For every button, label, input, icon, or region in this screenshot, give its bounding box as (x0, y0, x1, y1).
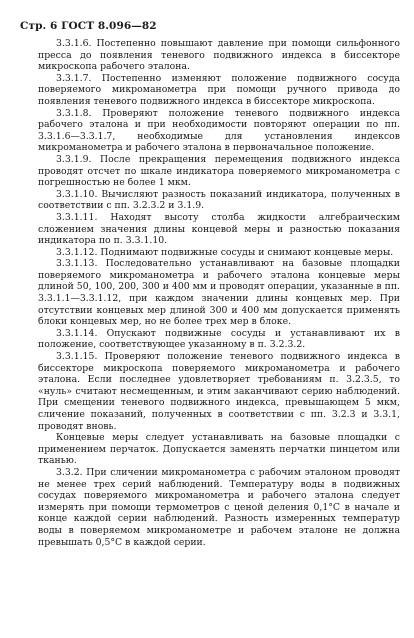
paragraph-3-3-1-9: 3.3.1.9. После прекращения перемещения подвижного индекса проводят отсчет по шкале индикатора поверяемого микроманометра с погрешностью не более 1 мкм. (38, 153, 400, 189)
page-header: Стр. 6 ГОСТ 8.096—82 (20, 20, 157, 32)
paragraph-3-3-1-13: 3.3.1.13. Последовательно устанавливают на базовые площадки поверяемого микроманометра и рабочего эталона концевые меры длиной 50, 100, 200, 300 и 400 мм и проводят операции, указанные в пп. 3.3.1.1—3.3.1.12, при каждом значении длины концевых мер. При отсутствии концевых мер длиной 300 и 400 мм допускается применять блоки концевых мер, но не более трех мер в блоке. (38, 258, 400, 328)
paragraph-3-3-1-14: 3.3.1.14. Опускают подвижные сосуды и устанавливают их в положение, соответствующее указанному в п. 3.2.3.2. (38, 327, 400, 351)
paragraph-3-3-1-8: 3.3.1.8. Проверяют положение теневого подвижного индекса рабочего эталона и при необходимости повторяют операции по пп. 3.3.1.6—3.3.1.7, необходимые для установления индексов микроманометра и рабочего эталона в первоначальное положение. (38, 107, 400, 154)
paragraph-3-3-1-6: 3.3.1.6. Постепенно повышают давление при помощи сильфонного пресса до появления теневого подвижного индекса в биссекторе микроскопа рабочего эталона. (38, 38, 400, 73)
paragraph-3-3-2: 3.3.2. При сличении микроманометра с рабочим эталоном проводят не менее трех серий наблюдений. Температуру воды в подвижных сосудах поверяемого микроманометра и рабочего эталона следует измерять при помощи термометров с ценой деления 0,1°С в начале и конце каждой серии наблюдений. Разность измеренных температур воды в поверяемом микроманометре и рабочем эталоне не должна превышать 0,5°С в каждой серии. (38, 466, 400, 548)
paragraph-3-3-1-12: 3.3.1.12. Поднимают подвижные сосуды и снимают концевые меры. (56, 246, 394, 258)
paragraph-3-3-1-15: 3.3.1.15. Проверяют положение теневого подвижного индекса в биссекторе микроскопа поверяемого микроманометра и рабочего эталона. Если последнее удовлетворяет требованиям п. 3.2.3.5, то «нуль» считают несмещенным, и этим заканчивают серию наблюдений. При смещении теневого подвижного индекса, превышающем 5 мкм, сличение показаний, полученных в соответствии с пп. 3.2.3 и 3.3.1, проводят вновь. (38, 351, 400, 432)
paragraph-3-3-1-7: 3.3.1.7. Постепенно изменяют положение подвижного сосуда поверяемого микроманометра при помощи ручного привода до появления теневого подвижного индекса в биссекторе микроскопа. (38, 72, 400, 107)
document-body (38, 38, 400, 548)
paragraph-3-3-1-10: 3.3.1.10. Вычисляют разность показаний индикатора, полученных в соответствии с пп. 3.2.3.2 и 3.1.9. (38, 188, 400, 212)
paragraph-note: Концевые меры следует устанавливать на базовые площадки с применением перчаток. Допускается заменять перчатки пинцетом или тканью. (38, 432, 400, 467)
paragraph-3-3-1-11: 3.3.1.11. Находят высоту столба жидкости алгебраическим сложением значения длины концевой меры и разностью показания индикатора по п. 3.3.1.10. (38, 211, 400, 247)
